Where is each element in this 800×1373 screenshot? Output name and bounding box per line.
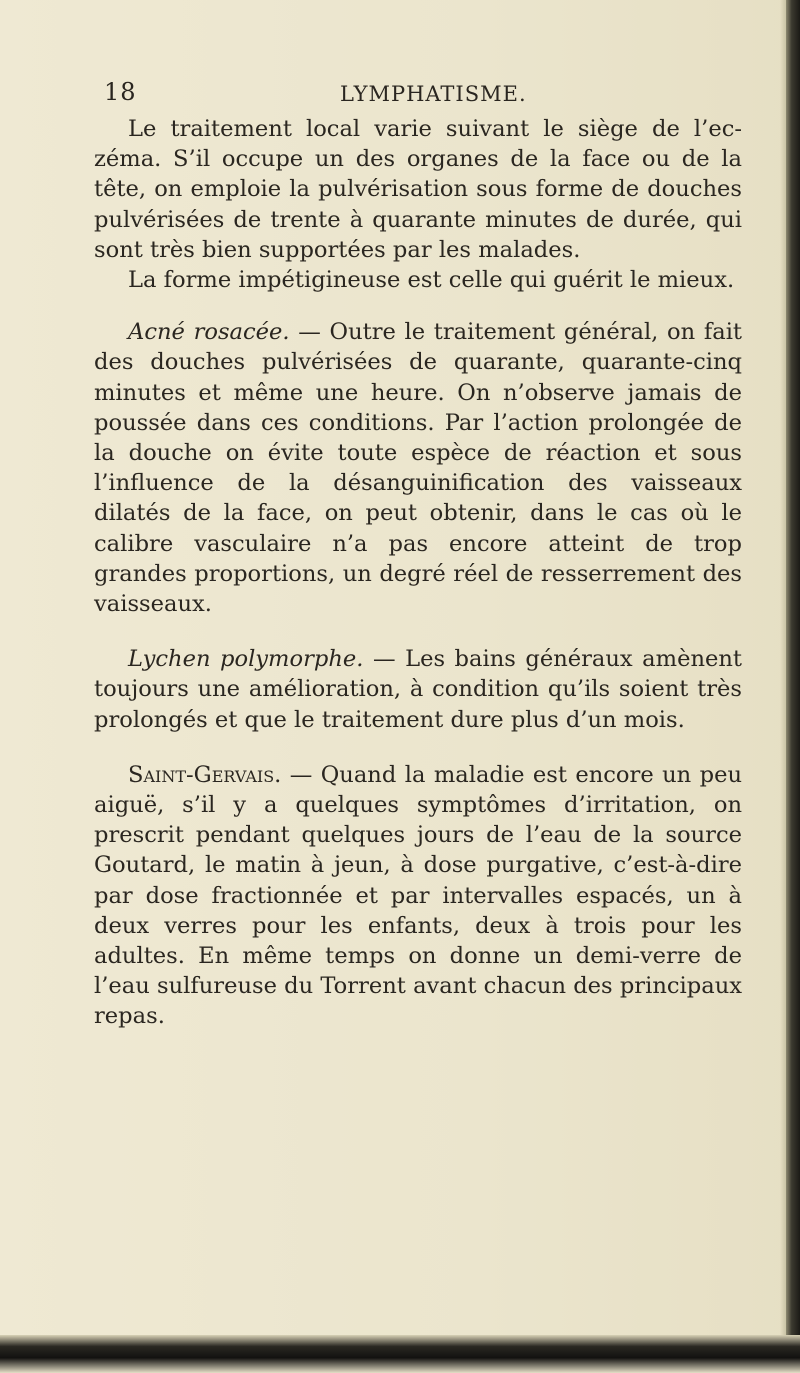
running-title: LYMPHATISME. (340, 82, 527, 106)
paragraph-eczema-treatment (94, 114, 742, 265)
paragraph-text: — Quand la maladie est encore un peu aiguë, s’il y a quelques symptômes d’irritation, on prescrit pendant quelques jours de l’eau de la source Goutard, le matin à jeun, à dose purgative, c’est-à-dire par dose fractionnée et par intervalles espacés, un à deux verres pour les enfants, deux à trois pour les adultes. En même temps on donne un demi-verre de l’eau sulfureuse du Torrent avant chacun des principaux repas. (94, 761, 742, 1030)
paragraph-saint-gervais (94, 760, 742, 1032)
paragraph-lychen-polymorphe (94, 644, 742, 735)
paragraph-text: — Outre le traitement général, on fait des douches pulvérisées de quarante, quarante-cinq minutes et même une heure. On n’observe jamais de poussée dans ces conditions. Par l’action prolongée de la douche on évite toute espèce de réaction et sous l’influence de la désanguinification des vaisseaux dilatés de la face, on peut obtenir, dans le cas où le calibre vasculaire n’a pas encore atteint de trop grandes proportions, un degré réel de resserrement des vaisseaux. (94, 319, 742, 618)
section-lead-acne-rosacea: Acné rosacée. (128, 319, 290, 346)
bottom-edge-shadow (0, 1335, 800, 1373)
paragraph-impetiginous-form (94, 265, 742, 295)
paragraph-text: La forme impétigineuse est celle qui guérit le mieux. (128, 267, 735, 294)
section-lead-lychen-polymorphe: Lychen polymorphe. (128, 646, 364, 673)
paragraph-text: Le traitement local varie suivant le siège de l’eczéma. S’il occupe un des organes de la face ou de la tête, on emploie la pulvérisation sous forme de douches pulvérisées de trente à quarante minutes de durée, qui sont très bien supportées par les malades. (94, 116, 742, 263)
paragraph-acne-rosacea (94, 317, 742, 619)
paragraph-text: — Les bains généraux amènent toujours une amélioration, à condition qu’ils soient très prolongés et que le traitement dure plus d’un mois. (94, 646, 743, 733)
body-text (94, 114, 742, 1032)
page-number: 18 (104, 78, 137, 106)
binding-edge (786, 0, 800, 1335)
page-header (104, 78, 744, 108)
section-lead-saint-gervais: Saint-Gervais. (128, 761, 282, 788)
